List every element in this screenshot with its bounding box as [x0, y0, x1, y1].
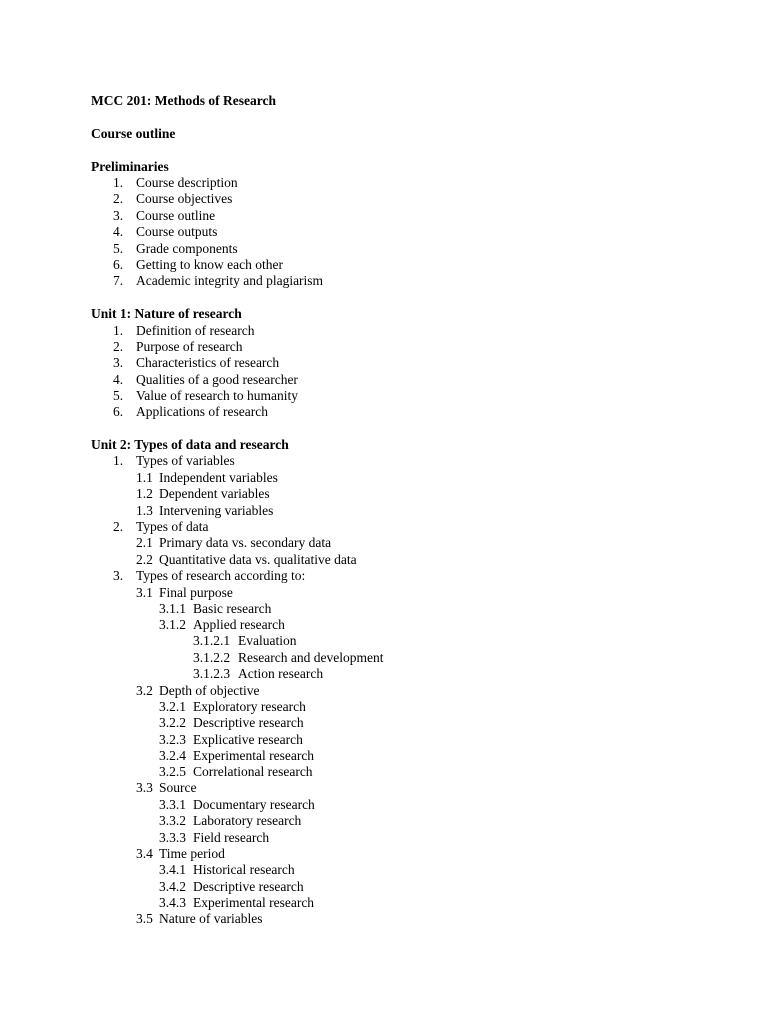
list-item: Types of variables [136, 453, 235, 468]
list-item: Applications of research [136, 404, 268, 419]
section-heading-unit-2: Unit 2: Types of data and research [91, 437, 289, 452]
list-item: Course outputs [136, 224, 218, 239]
list-item-number: 2. [113, 191, 124, 206]
list-item-number: 3.1.2.1 [193, 633, 231, 648]
list-item: Time period [159, 846, 225, 861]
list-item: Action research [238, 666, 324, 681]
list-item-number: 3.4.3 [159, 895, 186, 910]
list-item-number: 3.4.1 [159, 862, 186, 877]
list-item: Nature of variables [159, 911, 263, 926]
list-item-number: 3.4.2 [159, 879, 186, 894]
list-item-number: 3. [113, 355, 124, 370]
list-item-number: 7. [113, 273, 124, 288]
list-item-number: 6. [113, 257, 124, 272]
list-item: Basic research [193, 601, 272, 616]
list-item-number: 3. [113, 208, 124, 223]
section-heading-unit-1: Unit 1: Nature of research [91, 306, 242, 321]
list-item-number: 3.2.5 [159, 764, 186, 779]
list-item-number: 3.2.4 [159, 748, 186, 763]
document-title: MCC 201: Methods of Research [91, 93, 276, 108]
list-item: Final purpose [159, 585, 233, 600]
list-item: Evaluation [238, 633, 297, 648]
list-item-number: 2. [113, 519, 124, 534]
list-item-number: 3.1.2.3 [193, 666, 231, 681]
list-item: Primary data vs. secondary data [159, 535, 332, 550]
list-item-number: 1. [113, 323, 124, 338]
list-item: Explicative research [193, 732, 303, 747]
list-item: Experimental research [193, 895, 315, 910]
list-item-number: 3.1.1 [159, 601, 186, 616]
list-item-number: 4. [113, 372, 124, 387]
list-item-number: 5. [113, 388, 124, 403]
list-item: Source [159, 780, 197, 795]
list-item-number: 1.2 [136, 486, 153, 501]
list-item: Getting to know each other [136, 257, 283, 272]
list-item-number: 3.2 [136, 683, 153, 698]
list-item: Course outline [136, 208, 216, 223]
list-item-number: 3.1 [136, 585, 153, 600]
list-item-number: 3.3 [136, 780, 153, 795]
list-item-number: 3.1.2 [159, 617, 186, 632]
list-item: Course objectives [136, 191, 233, 206]
section-heading-preliminaries: Preliminaries [91, 159, 169, 174]
list-item-number: 2.1 [136, 535, 153, 550]
list-item: Descriptive research [193, 715, 304, 730]
list-item: Types of data [136, 519, 209, 534]
list-item-number: 1. [113, 453, 124, 468]
list-item-number: 3.3.1 [159, 797, 186, 812]
list-item: Laboratory research [193, 813, 302, 828]
list-item: Types of research according to: [136, 568, 306, 583]
list-item: Purpose of research [136, 339, 243, 354]
list-item: Characteristics of research [136, 355, 280, 370]
list-item: Applied research [193, 617, 285, 632]
list-item: Definition of research [136, 323, 255, 338]
list-item-number: 3.1.2.2 [193, 650, 231, 665]
list-item-number: 4. [113, 224, 124, 239]
list-item: Correlational research [193, 764, 313, 779]
list-item-number: 3.3.3 [159, 830, 186, 845]
list-item-number: 3.3.2 [159, 813, 186, 828]
list-item: Qualities of a good researcher [136, 372, 298, 387]
list-item: Course description [136, 175, 238, 190]
list-item: Academic integrity and plagiarism [136, 273, 324, 288]
list-item-number: 3.2.1 [159, 699, 186, 714]
document-subtitle: Course outline [91, 126, 176, 141]
list-item-number: 1.1 [136, 470, 153, 485]
list-item: Documentary research [193, 797, 315, 812]
list-item: Depth of objective [159, 683, 260, 698]
list-item: Dependent variables [159, 486, 270, 501]
list-item: Intervening variables [159, 503, 274, 518]
list-item: Exploratory research [193, 699, 306, 714]
list-item-number: 1. [113, 175, 124, 190]
list-item: Value of research to humanity [136, 388, 298, 403]
list-item-number: 3. [113, 568, 124, 583]
list-item: Quantitative data vs. qualitative data [159, 552, 357, 567]
list-item-number: 1.3 [136, 503, 153, 518]
list-item: Independent variables [159, 470, 278, 485]
list-item: Descriptive research [193, 879, 304, 894]
list-item: Field research [193, 830, 270, 845]
list-item: Grade components [136, 241, 238, 256]
list-item-number: 5. [113, 241, 124, 256]
list-item-number: 3.5 [136, 911, 153, 926]
list-item: Experimental research [193, 748, 315, 763]
list-item-number: 3.2.3 [159, 732, 186, 747]
list-item-number: 3.2.2 [159, 715, 186, 730]
list-item: Research and development [238, 650, 384, 665]
list-item-number: 2. [113, 339, 124, 354]
list-item: Historical research [193, 862, 295, 877]
list-item-number: 3.4 [136, 846, 153, 861]
list-item-number: 6. [113, 404, 124, 419]
list-item-number: 2.2 [136, 552, 153, 567]
